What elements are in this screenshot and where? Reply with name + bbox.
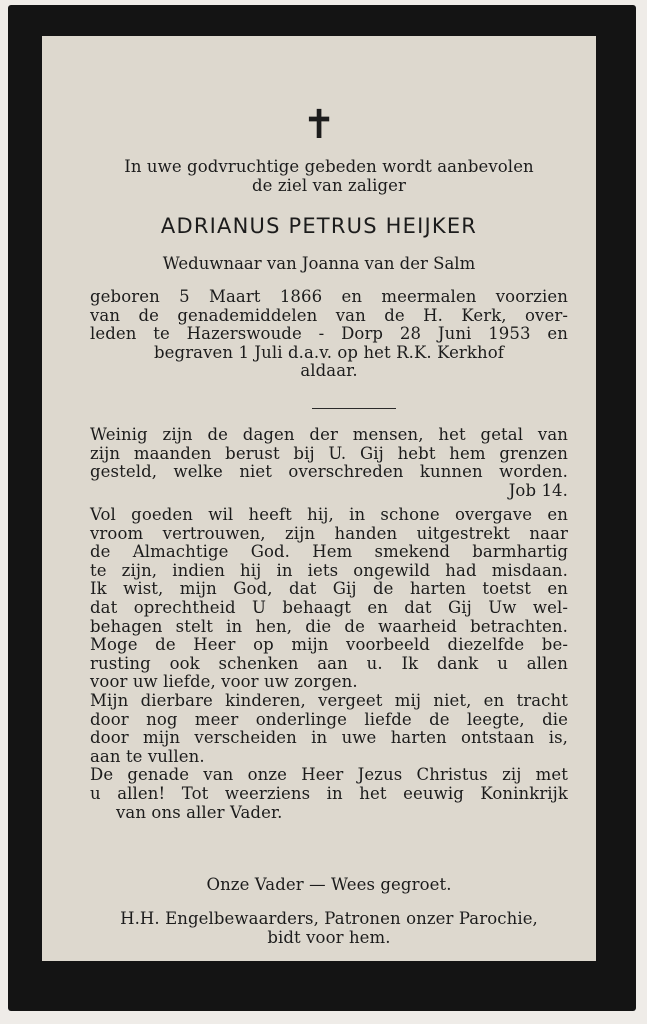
prayer-line: Onze Vader — Wees gegroet. (206, 875, 452, 894)
body-line: vroom vertrouwen, zijn handen uitgestrekt naar (90, 523, 568, 543)
quote-line: Weinig zijn de dagen der mensen, het getal van (90, 425, 568, 444)
scripture-quote (90, 426, 568, 500)
bio-line: leden te Hazerswoude - Dorp 28 Juni 1953 en (90, 324, 568, 344)
card-paper (42, 36, 596, 961)
body-line: behagen stelt in hen, die de waarheid betrachten. (90, 616, 568, 636)
body-line: van ons aller Vader. (116, 802, 283, 822)
body-line: dat oprechtheid U behaagt en dat Gij Uw wel- (90, 597, 568, 617)
quote-line: gesteld, welke niet overschreden kunnen worden. (90, 462, 568, 482)
body-text (90, 506, 568, 822)
body-line: Vol goeden wil heeft hij, in schone overgave en (90, 505, 568, 524)
body-line: De genade van onze Heer Jezus Christus zij met (90, 765, 568, 785)
closing-line-2: bidt voor hem. (267, 927, 391, 947)
intro-line-1: In uwe godvruchtige gebeden wordt aanbevolen (124, 157, 534, 176)
body-line: te zijn, indien hij in iets ongewild had misdaan. (90, 560, 568, 580)
divider-rule (312, 408, 396, 409)
quote-line: zijn maanden berust bij U. Gij hebt hem grenzen (90, 443, 568, 463)
cross-icon: ✝ (302, 102, 336, 148)
body-line: voor uw liefde, voor uw zorgen. (90, 672, 358, 692)
body-line: door mijn verscheiden in uwe harten ontstaan is, (90, 728, 568, 748)
body-line: de Almachtige God. Hem smekend barmhartig (90, 542, 568, 562)
bio-text (90, 288, 568, 381)
bio-line: geboren 5 Maart 1866 en meermalen voorzien (90, 287, 568, 306)
body-line: Ik wist, mijn God, dat Gij de harten toetst en (90, 579, 568, 599)
intro-line-2: de ziel van zaliger (251, 175, 407, 195)
closing-line-1: H.H. Engelbewaarders, Patronen onzer Parochie, (120, 909, 538, 928)
body-line: rusting ook schenken aan u. Ik dank u allen (90, 653, 568, 673)
quote-source: Job 14. (508, 480, 568, 500)
intro-text (90, 158, 568, 195)
closing-text (90, 910, 568, 947)
bio-line: begraven 1 Juli d.a.v. op het R.K. Kerkhof (154, 342, 504, 362)
body-line: door nog meer onderlinge liefde de leegte, die (90, 709, 568, 729)
body-line: aan te vullen. (90, 746, 205, 766)
deceased-name: ADRIANUS PETRUS HEIJKER (160, 214, 478, 238)
bio-line: van de genademiddelen van de H. Kerk, over- (90, 305, 568, 325)
body-line: Mijn dierbare kinderen, vergeet mij niet, en tracht (90, 690, 568, 710)
body-line: Moge de Heer op mijn voorbeeld diezelfde be- (90, 635, 568, 655)
body-line: u allen! Tot weerziens in het eeuwig Koninkrijk (90, 783, 568, 803)
widower-line: Weduwnaar van Joanna van der Salm (162, 254, 476, 273)
bio-line: aldaar. (300, 361, 358, 381)
